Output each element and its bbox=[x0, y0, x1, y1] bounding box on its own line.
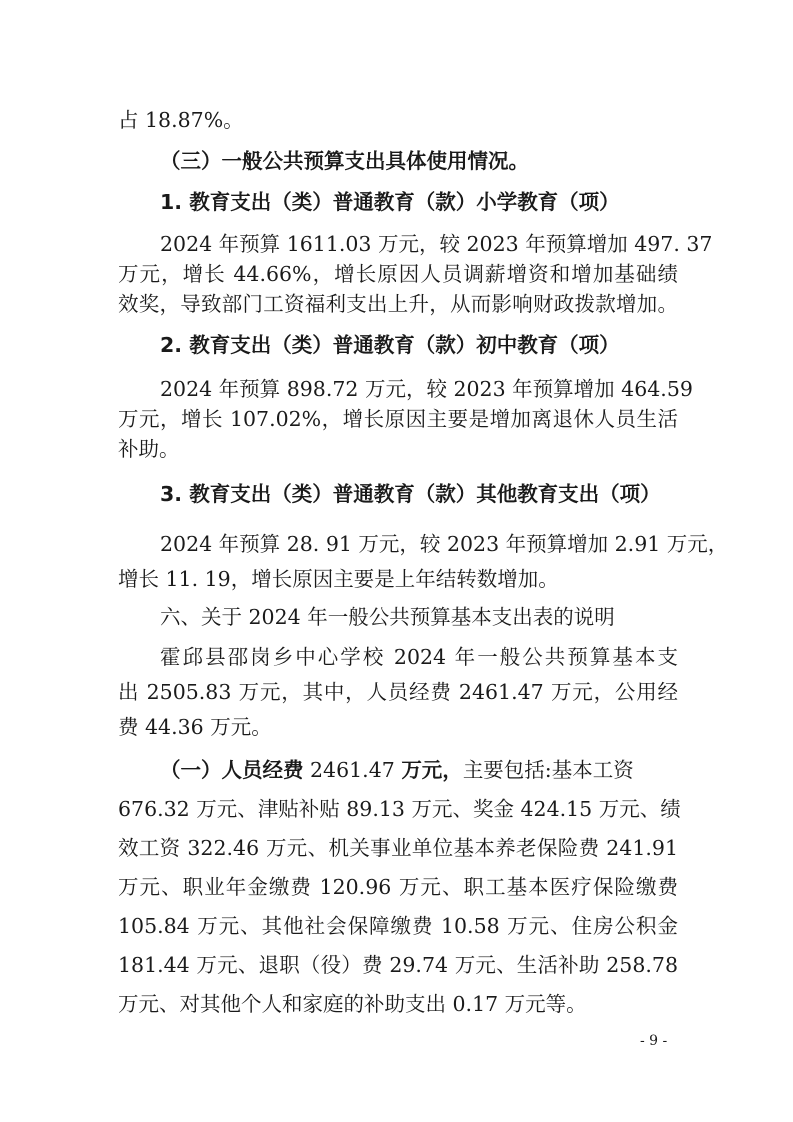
text-line: 2024 年预算 898.72 万元，较 2023 年预算增加 464.59 bbox=[160, 377, 693, 401]
section-heading: 六、关于 2024 年一般公共预算基本支出表的说明 bbox=[160, 605, 615, 629]
text-line: 效工资 322.46 万元、机关事业单位基本养老保险费 241.91 bbox=[118, 836, 678, 860]
bold-unit: 万元， bbox=[401, 758, 463, 782]
text-line: 105.84 万元、其他社会保障缴费 10.58 万元、住房公积金 bbox=[118, 914, 678, 938]
text-line: 万元、对其他个人和家庭的补助支出 0.17 万元等。 bbox=[118, 992, 587, 1016]
text-line-mixed bbox=[160, 756, 678, 784]
text-line: 占 18.87%。 bbox=[118, 108, 244, 132]
bold-label: （一）人员经费 bbox=[160, 758, 304, 782]
text-rest: 主要包括:基本工资 bbox=[462, 758, 634, 782]
text-line: 2024 年预算 1611.03 万元，较 2023 年预算增加 497. 37 bbox=[160, 232, 713, 256]
text-line: 效奖，导致部门工资福利支出上升，从而影响财政拨款增加。 bbox=[118, 292, 678, 316]
text-line: 万元，增长 107.02%，增长原因主要是增加离退休人员生活 bbox=[118, 407, 678, 431]
item-heading: 2. 教育支出（类）普通教育（款）初中教育（项） bbox=[160, 333, 620, 357]
text-line: 费 44.36 万元。 bbox=[118, 715, 272, 739]
text-line: 万元、职业年金缴费 120.96 万元、职工基本医疗保险缴费 bbox=[118, 875, 678, 899]
text-line: 万元，增长 44.66%，增长原因人员调薪增资和增加基础绩 bbox=[118, 262, 678, 286]
text-line: 增长 11. 19，增长原因主要是上年结转数增加。 bbox=[118, 567, 559, 591]
text-line: 676.32 万元、津贴补贴 89.13 万元、奖金 424.15 万元、绩 bbox=[118, 797, 681, 821]
text-line: 181.44 万元、退职（役）费 29.74 万元、生活补助 258.78 bbox=[118, 953, 678, 977]
page-number: - 9 - bbox=[640, 1033, 668, 1049]
section-heading: （三）一般公共预算支出具体使用情况。 bbox=[160, 149, 529, 173]
item-heading: 3. 教育支出（类）普通教育（款）其他教育支出（项） bbox=[160, 482, 661, 506]
amount: 2461.47 bbox=[303, 758, 402, 782]
text-line: 霍邱县邵岗乡中心学校 2024 年一般公共预算基本支 bbox=[160, 645, 678, 669]
text-line: 补助。 bbox=[118, 437, 180, 461]
item-heading: 1. 教育支出（类）普通教育（款）小学教育（项） bbox=[160, 190, 620, 214]
text-line: 出 2505.83 万元，其中，人员经费 2461.47 万元，公用经 bbox=[118, 680, 678, 704]
text-line: 2024 年预算 28. 91 万元，较 2023 年预算增加 2.91 万元， bbox=[160, 532, 729, 556]
